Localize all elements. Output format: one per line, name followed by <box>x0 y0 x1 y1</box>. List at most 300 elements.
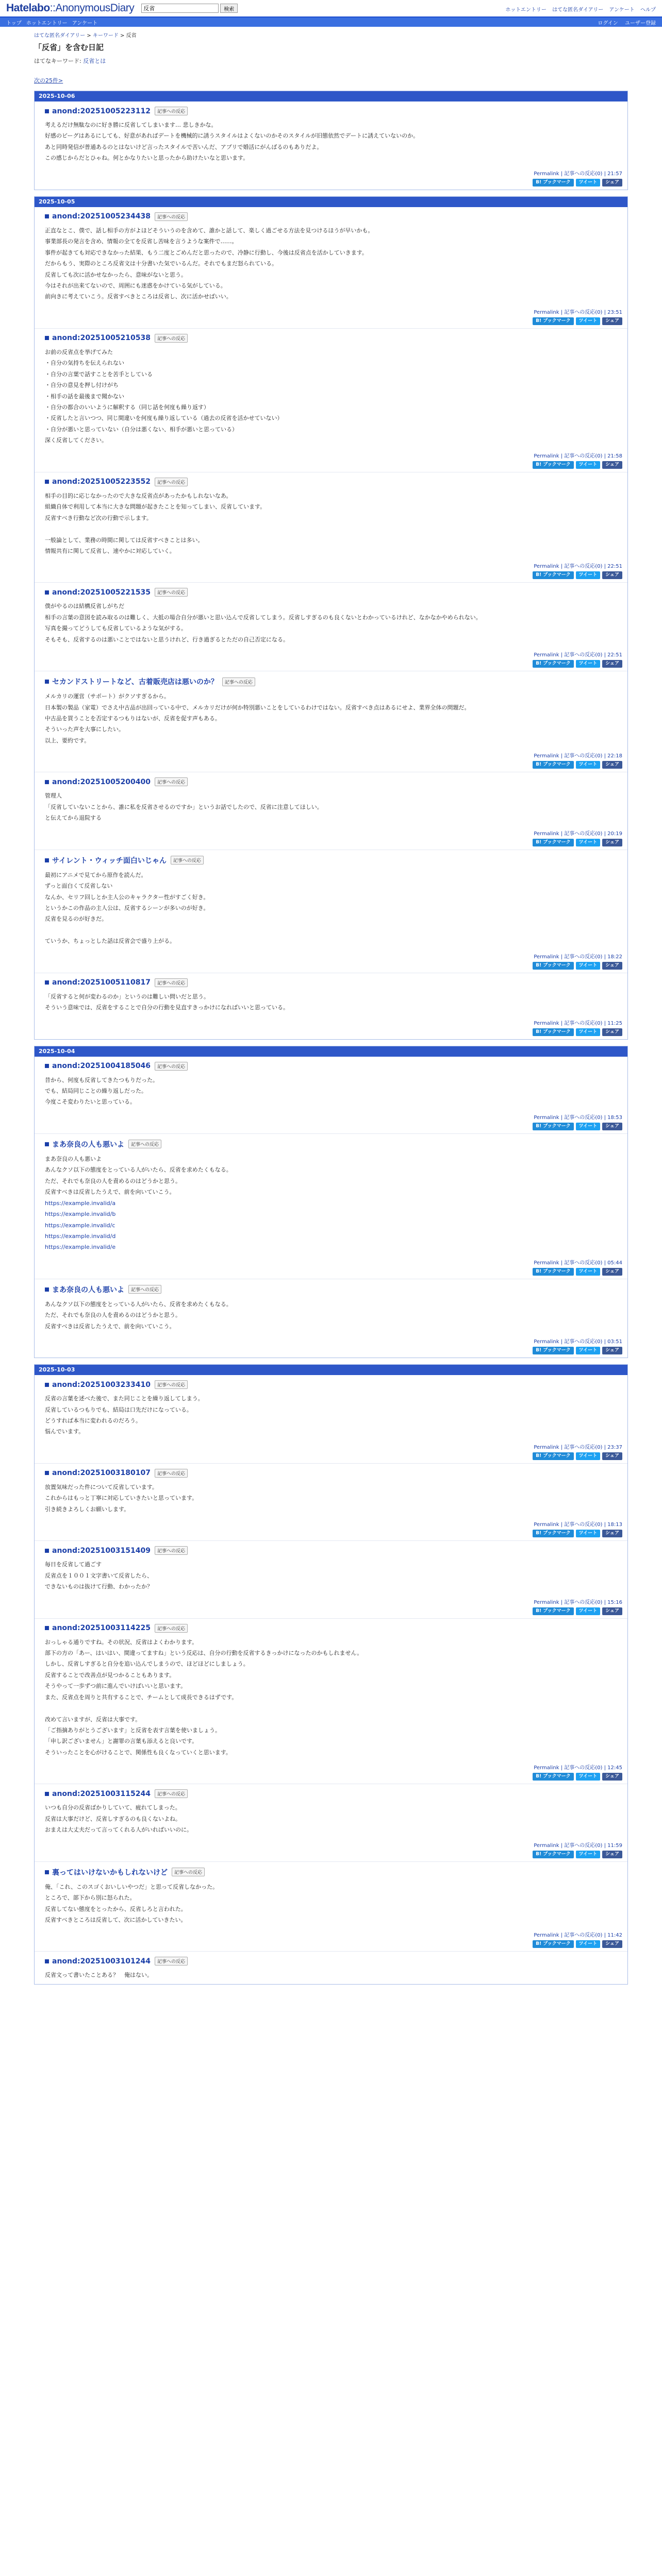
hatena-bookmark-button[interactable]: B! ブックマーク <box>533 660 573 668</box>
entry-title-row <box>45 1469 622 1478</box>
entry <box>35 1057 627 1134</box>
share-buttons <box>45 179 622 187</box>
reaction-button[interactable]: 記事への反応 <box>171 856 204 865</box>
entry-title-row <box>45 1284 622 1295</box>
entry-url-link[interactable]: https://example.invalid/c <box>45 1222 115 1229</box>
entry-line: あんなクソ以下の態度をとっている人がいたら、反省を求めたくもなる。 <box>45 1166 232 1174</box>
entry-body <box>45 1637 622 1758</box>
facebook-share-button[interactable]: シェア <box>602 1773 622 1781</box>
facebook-share-button[interactable]: シェア <box>602 179 622 187</box>
entry-line: 反省点を１００１文字書いて反省したら、 <box>45 1572 153 1579</box>
entry-title-link[interactable]: anond:20251005210538 <box>52 334 151 343</box>
facebook-share-button[interactable]: シェア <box>602 962 622 970</box>
entry-body <box>45 1075 622 1108</box>
entry-bullet-icon <box>45 680 49 684</box>
entry <box>35 1862 627 1952</box>
entry-title-link[interactable]: anond:20251005221535 <box>52 588 151 597</box>
entry-url-link[interactable]: https://example.invalid/a <box>45 1199 116 1207</box>
nav-bar <box>0 18 662 27</box>
entry-line: しかし、反省しすぎると自分を追い込んでしまうので、ほどほどにしましょう。 <box>45 1660 249 1668</box>
entry-line: ・自分の気持ちを伝えられない <box>45 360 124 367</box>
day-date: 2025-10-04 <box>35 1046 627 1057</box>
entry-line: 相手の言葉の意図を読み取るのは難しく、大抵の場合自分が悪いと思い込んで反省してしまう。反省しすぎるのも良くないとわかっているけれど、なかなかやめられない。 <box>45 614 482 621</box>
tweet-button[interactable]: ツイート <box>576 1268 601 1276</box>
entry-title-link[interactable]: 裏ってはいけないかもしれないけど <box>52 1868 168 1877</box>
entry-title-link[interactable]: まあ奈良の人も悪いよ <box>52 1285 124 1294</box>
top-link-help[interactable]: ヘルプ <box>640 7 656 13</box>
entry-line: 管理人 <box>45 792 62 800</box>
entry <box>35 472 627 583</box>
entry-bullet-icon <box>45 214 49 218</box>
entry-meta[interactable]: Permalink | 記事への反応(0) | 21:58 <box>534 453 622 459</box>
entry-title-link[interactable]: anond:20251003114225 <box>52 1624 151 1632</box>
entry-bullet-icon <box>45 109 49 113</box>
entry-url-link[interactable]: https://example.invalid/e <box>45 1244 116 1251</box>
reaction-button[interactable]: 記事への反応 <box>155 478 188 486</box>
day-date: 2025-10-03 <box>35 1365 627 1375</box>
tweet-button[interactable]: ツイート <box>576 1347 601 1354</box>
reaction-button[interactable]: 記事への反応 <box>155 1062 188 1071</box>
entry-body <box>45 991 622 1013</box>
entry-line: あと同時発信が普通あるのとはないけど言ったスタイルで苦いんだ、アプリで婚活にがんばるのもありだよ。 <box>45 143 323 150</box>
entry-title-row <box>45 478 622 486</box>
entry-line: 日本製の製品（家電）でさえ中古品が出回っている中で、メルカリだけが何か特別悪いことをしているわけではない。反省すべき点はあるにせよ、業界全体の問題だ。 <box>45 704 470 711</box>
entry-line: 反省してない態度をとったから、反省しろと言われた。 <box>45 1905 187 1912</box>
entry-line: 反省すべきは反省したうえで、前を向いていこう。 <box>45 1323 175 1330</box>
share-buttons <box>45 962 622 970</box>
tweet-button[interactable]: ツイート <box>576 1123 601 1130</box>
entry-line: 昔から、何度も反省してきたつもりだった。 <box>45 1076 158 1083</box>
hatena-bookmark-button[interactable]: B! ブックマーク <box>533 1530 573 1537</box>
entry-title-link[interactable]: anond:20251005110817 <box>52 978 151 987</box>
entry-line: 写真を撮ってどうしても反省しているような気がする。 <box>45 625 187 632</box>
entry-line: 考えるだけ無駄なのに好き勝に反省してしまいます… 悲しきかな。 <box>45 122 217 128</box>
facebook-share-button[interactable]: シェア <box>602 1940 622 1948</box>
crumb-anond[interactable]: はてな匿名ダイアリー <box>34 33 86 39</box>
entry-meta[interactable]: Permalink | 記事への反応(0) | 23:51 <box>534 309 622 315</box>
facebook-share-button[interactable]: シェア <box>602 461 622 469</box>
entry-bullet-icon <box>45 336 49 340</box>
entry-line: というかこの作品の主人公は、反省するシーンが多いのが好き。 <box>45 904 209 911</box>
entry-bullet-icon <box>45 1383 49 1387</box>
entry-line: 改めて言いますが、反省は大事です。 <box>45 1716 141 1723</box>
entry-line: メルカリの運営（サポート）がクソすぎるから。 <box>45 693 170 700</box>
entry-line: と伝えてから退院する <box>45 815 102 822</box>
pager <box>0 65 662 84</box>
entry-title-row <box>45 1380 622 1389</box>
nav-hotentry[interactable]: ホットエントリー <box>26 20 68 26</box>
entry-bullet-icon <box>45 1626 49 1630</box>
reaction-button[interactable]: 記事への反応 <box>155 1624 188 1633</box>
entry-line: ・自分の言葉で話すことを苦手としている <box>45 370 153 378</box>
entry-title-link[interactable]: サイレント・ウィッチ面白いじゃん <box>52 856 167 865</box>
facebook-share-button[interactable]: シェア <box>602 1452 622 1460</box>
entry-title-link[interactable]: anond:20251003180107 <box>52 1469 151 1478</box>
entry-line: ていうか、ちょっとした話は反省会で盛り上がる。 <box>45 938 175 945</box>
entry-line: 前向きに考えていこう。反省すべきところは反省し、次に活かせばいい。 <box>45 293 232 300</box>
entry-line: 反省すべきところは反省して、次に活かしていきたい。 <box>45 1916 187 1923</box>
entry-line: ・自分の意見を押し付けがち <box>45 382 119 389</box>
entry-title-row <box>45 334 622 343</box>
entry-bullet-icon <box>45 1870 49 1874</box>
entry-title-row <box>45 978 622 987</box>
top-bar <box>0 0 662 18</box>
reaction-button[interactable]: 記事への反応 <box>155 334 188 343</box>
entry-meta[interactable]: Permalink | 記事への反応(0) | 23:37 <box>534 1444 622 1450</box>
entry-line <box>45 925 622 936</box>
entry-line: おっしゃる通りですね。その状況、反省はよくわかります。 <box>45 1638 198 1646</box>
entry-link-line <box>45 1209 622 1219</box>
entry-line: お前の反省点を挙げてみた <box>45 348 113 355</box>
entry <box>35 1541 627 1618</box>
entry-line: どうすれば本当に変われるのだろう。 <box>45 1417 141 1424</box>
entry-meta[interactable]: Permalink | 記事への反応(0) | 11:25 <box>534 1020 622 1026</box>
day-block <box>34 196 628 1040</box>
facebook-share-button[interactable]: シェア <box>602 1268 622 1276</box>
entry-bullet-icon <box>45 780 49 784</box>
entry-meta[interactable]: Permalink | 記事への反応(0) | 20:19 <box>534 831 622 837</box>
facebook-share-button[interactable]: シェア <box>602 839 622 846</box>
entry-meta[interactable]: Permalink | 記事への反応(0) | 18:22 <box>534 954 622 960</box>
share-buttons <box>45 660 622 668</box>
hatena-bookmark-button[interactable]: B! ブックマーク <box>533 571 573 579</box>
entry-line: あんなクソ以下の態度をとっている人がいたら、反省を求めたくもなる。 <box>45 1300 232 1308</box>
reaction-button[interactable]: 記事への反応 <box>155 1380 188 1389</box>
entry <box>35 1619 627 1785</box>
hatena-bookmark-button[interactable]: B! ブックマーク <box>533 1940 573 1948</box>
entry-line: 今はそれが出来てないので、周囲にも迷惑をかけている気がしている。 <box>45 282 226 289</box>
share-buttons <box>45 1851 622 1858</box>
share-buttons <box>45 761 622 769</box>
entry-meta[interactable]: Permalink | 記事への反応(0) | 05:44 <box>534 1260 622 1266</box>
entry-url-link[interactable]: https://example.invalid/d <box>45 1232 116 1240</box>
top-link-hotentry[interactable]: ホットエントリー <box>505 7 547 13</box>
entry-line <box>45 1703 622 1714</box>
day-block <box>34 91 628 190</box>
facebook-share-button[interactable]: シェア <box>602 1851 622 1858</box>
hatena-bookmark-button[interactable]: B! ブックマーク <box>533 962 573 970</box>
keyword-line: はてなキーワード: 反省とは <box>34 58 106 64</box>
facebook-share-button[interactable]: シェア <box>602 317 622 325</box>
tweet-button[interactable]: ツイート <box>576 1851 601 1858</box>
reaction-button[interactable]: 記事への反応 <box>155 1789 188 1798</box>
entry-line: ずっと面白くて反省しない <box>45 883 113 890</box>
hatena-bookmark-button[interactable]: B! ブックマーク <box>533 1347 573 1354</box>
facebook-share-button[interactable]: シェア <box>602 1530 622 1537</box>
entry-line: いつも自分の反省ばかりしていて、疲れてしまった。 <box>45 1804 181 1811</box>
entry <box>35 1464 627 1541</box>
entry-title-link[interactable]: anond:20251003115244 <box>52 1789 151 1798</box>
search-input[interactable] <box>141 4 219 13</box>
entry-url-link[interactable]: https://example.invalid/b <box>45 1211 116 1218</box>
entry-line <box>45 523 622 534</box>
hatena-bookmark-button[interactable]: B! ブックマーク <box>533 1028 573 1036</box>
entry-link-line <box>45 1220 622 1231</box>
entry-line: 反省の言葉を述べた後で、また同じことを繰り返してしまう。 <box>45 1395 204 1402</box>
entry-line: 僕がやるのは結構反省しがちだ <box>45 603 124 610</box>
entry-body <box>45 1802 622 1835</box>
entry-line: そうやって一歩ずつ前に進んでいけばいいと思います。 <box>45 1683 187 1690</box>
entry-meta[interactable]: Permalink | 記事への反応(0) | 22:51 <box>534 564 622 570</box>
reaction-button[interactable]: 記事への反応 <box>128 1285 161 1294</box>
entry-bullet-icon <box>45 1959 49 1963</box>
entry-line: 反省を見るのが好きだ。 <box>45 916 107 923</box>
entry-bullet-icon <box>45 858 49 862</box>
reaction-button[interactable]: 記事への反応 <box>155 978 188 987</box>
entry-body <box>45 601 622 645</box>
hatena-bookmark-button[interactable]: B! ブックマーク <box>533 761 573 769</box>
entry-body <box>45 1299 622 1332</box>
entry-line: 相手の目的に応じなかったので大きな反省点があったかもしれないなあ。 <box>45 492 232 499</box>
top-link-anond[interactable]: はてな匿名ダイアリー <box>552 7 604 13</box>
facebook-share-button[interactable]: シェア <box>602 1123 622 1130</box>
tweet-button[interactable]: ツイート <box>576 1028 601 1036</box>
entry-line: ところで、部下から別に怒られた。 <box>45 1894 136 1902</box>
hatena-bookmark-button[interactable]: B! ブックマーク <box>533 1607 573 1615</box>
day-list <box>0 91 662 1985</box>
tweet-button[interactable]: ツイート <box>576 317 601 325</box>
entry-line: 最初にアニメで見てから原作を読んだ。 <box>45 871 147 878</box>
tweet-button[interactable]: ツイート <box>576 761 601 769</box>
entry-line: 反省すべき行動など次の行動で示します。 <box>45 514 152 521</box>
site-logo[interactable]: Hatelabo::AnonymousDiary <box>6 2 135 14</box>
nav-top[interactable]: トップ <box>6 20 22 26</box>
share-buttons <box>45 461 622 469</box>
entry-line: 好感のビーグはあるにしても、好意があればデートを機械的に誘うスタイルはよくないのかそのスタイルが旧態依然でデートに誘えていないのか。 <box>45 132 419 140</box>
entry-bullet-icon <box>45 480 49 484</box>
entry-line: 中古品を買うことを否定するつもりはないが、反省を促す声もある。 <box>45 715 221 722</box>
entry-title-row <box>45 855 622 866</box>
nav-login[interactable]: ログイン <box>598 20 618 26</box>
entry-body <box>45 1154 622 1253</box>
entry-line: 反省することで改善点が見つかることもあります。 <box>45 1671 175 1679</box>
nav-survey[interactable]: アンケート <box>72 20 98 26</box>
entry-title-link[interactable]: anond:20251005223112 <box>52 107 151 115</box>
entry-line: 悩んでいます。 <box>45 1428 85 1435</box>
top-links <box>501 5 656 13</box>
entry-title-row <box>45 1139 622 1149</box>
tweet-button[interactable]: ツイート <box>576 1773 601 1781</box>
tweet-button[interactable]: ツイート <box>576 461 601 469</box>
reaction-button[interactable]: 記事への反応 <box>128 1140 161 1148</box>
entry-bullet-icon <box>45 980 49 985</box>
entry-line: 「申し訳ございません」と謝罪の言葉も添えると良いです。 <box>45 1738 198 1745</box>
tweet-button[interactable]: ツイート <box>576 1452 601 1460</box>
share-buttons <box>45 1347 622 1354</box>
hatena-bookmark-button[interactable]: B! ブックマーク <box>533 839 573 846</box>
entry-line: 正直なとこ、僕で、話し相手の方がよほどそういうのを含めて、誰かと話して、楽しく過ごせる方法を見つけるほうが早いかも。 <box>45 227 374 234</box>
share-buttons <box>45 571 622 579</box>
entry-line: 事業部長の発言を含め、情報の全てを反省し苦味を言うような案件で……。 <box>45 238 238 245</box>
hatena-bookmark-button[interactable]: B! ブックマーク <box>533 1268 573 1276</box>
entry-line: だからもう、実際のところ反省文は十分書いた気でいるんだ。それでもまだ怒られている。 <box>45 260 277 267</box>
entry-line: 組織自体で利用して本当に大きな問題が起きたことを知ってしまい、反省しています。 <box>45 503 266 511</box>
hatena-bookmark-button[interactable]: B! ブックマーク <box>533 1452 573 1460</box>
entry-meta[interactable]: Permalink | 記事への反応(0) | 18:53 <box>534 1114 622 1121</box>
hatena-bookmark-button[interactable]: B! ブックマーク <box>533 1851 573 1858</box>
hatena-bookmark-button[interactable]: B! ブックマーク <box>533 1773 573 1781</box>
day-block <box>34 1364 628 1985</box>
entry-body <box>45 870 622 947</box>
entry-meta[interactable]: Permalink | 記事への反応(0) | 11:42 <box>534 1933 622 1939</box>
entry <box>35 583 627 671</box>
entry-title-link[interactable]: anond:20251005223552 <box>52 478 151 486</box>
entry-link-line <box>45 1198 622 1209</box>
tweet-button[interactable]: ツイート <box>576 1607 601 1615</box>
entry-title-link[interactable]: anond:20251003233410 <box>52 1380 151 1389</box>
entry-title-row <box>45 588 622 597</box>
entry <box>35 772 627 850</box>
search-form <box>141 4 238 13</box>
entry-line: 反省は大事だけど、反省しすぎるのも良くないよね。 <box>45 1815 181 1822</box>
entry-body <box>45 1970 622 1980</box>
entry-line: ・自分が悪いと思っていない（自分は悪くない、相手が悪いと思っている） <box>45 426 238 433</box>
crumb-current: 反省 <box>126 33 137 39</box>
entry-bullet-icon <box>45 590 49 595</box>
reaction-button[interactable]: 記事への反応 <box>222 677 255 686</box>
breadcrumb: はてな匿名ダイアリー > キーワード > 反省 <box>34 33 137 39</box>
entry <box>35 101 627 190</box>
entry-meta[interactable]: Permalink | 記事への反応(0) | 11:59 <box>534 1842 622 1849</box>
entry-title-link[interactable]: anond:20251004185046 <box>52 1062 151 1071</box>
reaction-button[interactable]: 記事への反応 <box>155 1546 188 1555</box>
entry-line: 引き続きよろしくお願いします。 <box>45 1505 130 1513</box>
entry-title-link[interactable]: anond:20251005234438 <box>52 212 151 221</box>
entry-bullet-icon <box>45 1064 49 1068</box>
entry <box>35 1375 627 1464</box>
entry-line: まあ奈良の人も悪いよ <box>45 1155 102 1162</box>
entry-title-link[interactable]: セカンドストリートなど、古着販売店は悪いのか？ <box>52 678 218 687</box>
entry-line: 反省すべきは反省したうえで、前を向いていこう。 <box>45 1189 175 1196</box>
entry-line: 「反省すると何が変わるのか」というのは難しい問いだと思う。 <box>45 993 209 1000</box>
entry <box>35 1952 627 1984</box>
entry <box>35 1784 627 1861</box>
hatena-bookmark-button[interactable]: B! ブックマーク <box>533 1123 573 1130</box>
share-buttons <box>45 1940 622 1948</box>
entry-line: そもそも、反省するのは悪いことではないと思うけれど、行き過ぎるとただの自己否定になる。 <box>45 636 289 643</box>
entry-line: ・相手の話を最後まで聞かない <box>45 393 124 400</box>
entry-meta[interactable]: Permalink | 記事への反応(0) | 15:16 <box>534 1599 622 1605</box>
facebook-share-button[interactable]: シェア <box>602 761 622 769</box>
entry-title-row <box>45 1062 622 1071</box>
entry-body <box>45 691 622 746</box>
entry <box>35 973 627 1039</box>
entry-line: 「反省していないことから、誰に私を反省させるのですか」というお話でしたので、反省に注意してほしい。 <box>45 803 323 810</box>
hatena-bookmark-button[interactable]: B! ブックマーク <box>533 179 573 187</box>
entry-meta[interactable]: Permalink | 記事への反応(0) | 03:51 <box>534 1339 622 1345</box>
entry-body <box>45 1559 622 1592</box>
entry-title-link[interactable]: まあ奈良の人も悪いよ <box>52 1140 124 1149</box>
entry-title-row <box>45 1624 622 1633</box>
entry <box>35 1134 627 1279</box>
entry-line: これからはもっと丁寧に対応していきたいと思っています。 <box>45 1495 198 1502</box>
nav-register[interactable]: ユーザー登録 <box>625 20 656 26</box>
entry-line: また、反省点を周りと共有することで、チームとして成長できるはずです。 <box>45 1693 238 1701</box>
entry-line: 事件が起きても対応できなかった結果、もう二度とごめんだと思ったので、冷静に行動し、今後は反省点を活かしていきます。 <box>45 249 368 256</box>
share-buttons <box>45 1607 622 1615</box>
tweet-button[interactable]: ツイート <box>576 839 601 846</box>
entry-meta[interactable]: Permalink | 記事への反応(0) | 21:57 <box>534 171 622 177</box>
entry-line: ・自分の都合のいいように解釈する（同じ話を何度も繰り返す） <box>45 404 209 411</box>
entry-meta[interactable]: Permalink | 記事への反応(0) | 12:45 <box>534 1765 622 1771</box>
entry <box>35 850 627 973</box>
entry-bullet-icon <box>45 1287 49 1292</box>
facebook-share-button[interactable]: シェア <box>602 571 622 579</box>
entry-line: ただ、それでも奈良の人を責めるのはどうかと思う。 <box>45 1312 181 1319</box>
tweet-button[interactable]: ツイート <box>576 1940 601 1948</box>
entry-body <box>45 790 622 823</box>
entry-body <box>45 1882 622 1926</box>
reaction-button[interactable]: 記事への反応 <box>155 777 188 786</box>
entry-title-link[interactable]: anond:20251003151409 <box>52 1546 151 1555</box>
entry-line: ただ、それでも奈良の人を責めるのはどうかと思う。 <box>45 1177 181 1184</box>
facebook-share-button[interactable]: シェア <box>602 1347 622 1354</box>
crumb-keyword[interactable]: キーワード <box>92 33 119 39</box>
facebook-share-button[interactable]: シェア <box>602 1028 622 1036</box>
facebook-share-button[interactable]: シェア <box>602 660 622 668</box>
share-buttons <box>45 1123 622 1130</box>
hatena-bookmark-button[interactable]: B! ブックマーク <box>533 317 573 325</box>
entry <box>35 329 627 472</box>
entry-line: 以上、要約です。 <box>45 737 90 744</box>
entry-title-link[interactable]: anond:20251003101244 <box>52 1957 151 1965</box>
entry-title-link[interactable]: anond:20251005200400 <box>52 777 151 786</box>
share-buttons <box>45 1452 622 1460</box>
top-link-survey[interactable]: アンケート <box>609 7 635 13</box>
entry-line: おまえは大丈夫だって言ってくれる人がいればいいのに。 <box>45 1826 192 1834</box>
share-buttons <box>45 1268 622 1276</box>
keyword-link[interactable]: 反省とは <box>83 58 106 64</box>
tweet-button[interactable]: ツイート <box>576 179 601 187</box>
day-date: 2025-10-06 <box>35 91 627 101</box>
entry-meta[interactable]: Permalink | 記事への反応(0) | 18:13 <box>534 1522 622 1528</box>
tweet-button[interactable]: ツイート <box>576 660 601 668</box>
reaction-button[interactable]: 記事への反応 <box>155 212 188 221</box>
tweet-button[interactable]: ツイート <box>576 1530 601 1537</box>
entry-meta[interactable]: Permalink | 記事への反応(0) | 22:18 <box>534 753 622 759</box>
reaction-button[interactable]: 記事への反応 <box>155 588 188 597</box>
entry-line: この感じからだとひゃね。何とかなりたいと思ったから助けたいなと思います。 <box>45 155 249 162</box>
share-buttons <box>45 1530 622 1537</box>
entry-meta[interactable]: Permalink | 記事への反応(0) | 22:51 <box>534 652 622 658</box>
reaction-button[interactable]: 記事への反応 <box>172 1868 205 1876</box>
entry-title-row <box>45 107 622 115</box>
share-buttons <box>45 1028 622 1036</box>
entry-line: そういったことを心がけることで、関係性も良くなっていくと思います。 <box>45 1749 231 1756</box>
next-page-link[interactable]: 次の25件> <box>34 77 63 84</box>
tweet-button[interactable]: ツイート <box>576 571 601 579</box>
entry-line: 情報共有に関して反省し、速やかに対応していく。 <box>45 547 175 554</box>
entry-line: ・反省したと言いつつ、同じ間違いを何度も繰り返している（過去の反省を活かせていない） <box>45 415 283 422</box>
entry-body <box>45 1482 622 1515</box>
search-button[interactable]: 検索 <box>220 4 238 13</box>
hatena-bookmark-button[interactable]: B! ブックマーク <box>533 461 573 469</box>
entry-title-row <box>45 676 622 687</box>
reaction-button[interactable]: 記事への反応 <box>155 107 188 115</box>
entry-bullet-icon <box>45 1549 49 1553</box>
reaction-button[interactable]: 記事への反応 <box>155 1469 188 1478</box>
entry-title-row <box>45 1957 622 1965</box>
tweet-button[interactable]: ツイート <box>576 962 601 970</box>
entry-body <box>45 347 622 446</box>
facebook-share-button[interactable]: シェア <box>602 1607 622 1615</box>
entry-line: でも、結局同じことの繰り返しだった。 <box>45 1088 147 1094</box>
entry-link-line <box>45 1231 622 1242</box>
entry-line: 反省文って書いたことある？ 俺はない。 <box>45 1972 153 1979</box>
reaction-button[interactable]: 記事への反応 <box>155 1957 188 1965</box>
page-title: 「反省」を含む日記 <box>34 43 104 52</box>
entry-link-line <box>45 1242 622 1252</box>
